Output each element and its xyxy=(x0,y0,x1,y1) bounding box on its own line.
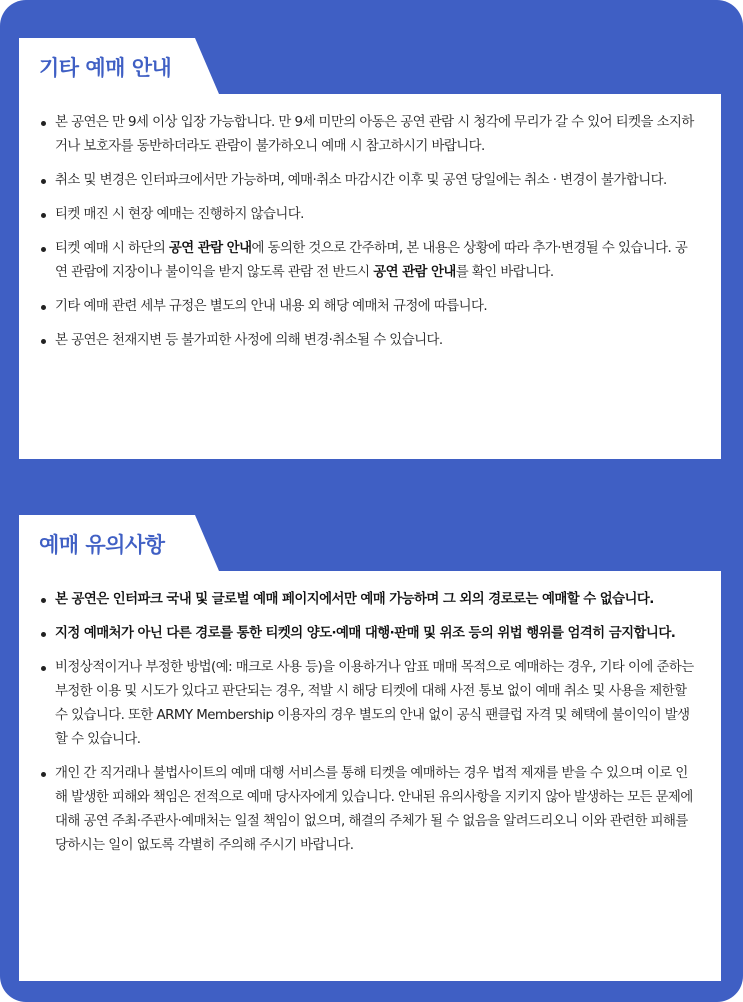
item-text: 비정상적이거나 부정한 방법(예: 매크로 사용 등)을 이용하거나 암표 매매 목적으로 예매하는 경우, 기타 이에 준하는 부정한 이용 및 시도가 있다고 판단되는 경우, 적발 시 해당 티켓에 대해 사전 통보 없이 예매 취소 및 사용을 제한할 수 있습니다. 또한 ARMY Membership 이용자의 경우 별도의 안내 없이 공식 팬클럽 자격 및 혜택에 불이익이 발생할 수 있습니다. xyxy=(55,660,694,747)
item-text: 지정 예매처가 아닌 다른 경로를 통한 티켓의 양도·예매 대행·판매 및 위조 등의 위법 행위를 엄격히 금지합니다. xyxy=(55,626,676,641)
item-text: 본 공연은 인터파크 국내 및 글로벌 예매 페이지에서만 예매 가능하며 그 외의 경로로는 예매할 수 없습니다. xyxy=(55,592,654,607)
list-item xyxy=(41,622,699,646)
bullet-icon xyxy=(41,339,46,344)
notice-list xyxy=(41,111,699,353)
list-item xyxy=(41,762,699,858)
item-text: 본 공연은 천재지변 등 불가피한 사정에 의해 변경·취소될 수 있습니다. xyxy=(55,333,443,348)
item-text: 본 공연은 만 9세 이상 입장 가능합니다. 만 9세 미만의 아동은 공연 관람 시 청각에 무리가 갈 수 있어 티켓을 소지하거나 보호자를 동반하더라도 관람이 불가하오니 예매 시 참고하시기 바랍니다. xyxy=(55,115,694,154)
list-item xyxy=(41,169,699,193)
emphasis-text: 공연 관람 안내 xyxy=(168,241,252,256)
list-item xyxy=(41,656,699,752)
item-text: 개인 간 직거래나 불법사이트의 예매 대행 서비스를 통해 티켓을 예매하는 경우 법적 제재를 받을 수 있으며 이로 인해 발생한 피해와 책임은 전적으로 예매 당사자에게 있습니다. 안내된 유의사항을 지키지 않아 발생하는 모든 문제에 대해 공연 주최·주관사·예매처는 일절 책임이 없으며, 해결의 주체가 될 수 없음을 알려드리오니 이와 관련한 피해를 당하시는 일이 없도록 각별히 주의해 주시기 바랍니다. xyxy=(55,766,693,853)
bullet-icon xyxy=(41,179,46,184)
section-body xyxy=(19,94,721,459)
item-text: 를 확인 바랍니다. xyxy=(455,265,554,280)
bullet-icon xyxy=(41,121,46,126)
bullet-icon xyxy=(41,213,46,218)
bullet-icon xyxy=(41,772,46,777)
booking-caution-section xyxy=(19,515,721,981)
list-item xyxy=(41,329,699,353)
etc-booking-notice-section xyxy=(19,38,721,459)
section-tab xyxy=(19,38,219,94)
section-title: 기타 예매 안내 xyxy=(39,56,172,80)
item-text: 기타 예매 관련 세부 규정은 별도의 안내 내용 외 해당 예매처 규정에 따릅니다. xyxy=(55,299,488,314)
list-item xyxy=(41,237,699,285)
list-item xyxy=(41,203,699,227)
bullet-icon xyxy=(41,247,46,252)
bullet-icon xyxy=(41,305,46,310)
bullet-icon xyxy=(41,666,46,671)
item-text: 에 동의한 것으로 간주하며, 본 내용은 상황에 따라 추가·변경될 수 있습니다. 공연 관람에 지장이나 불이익을 받지 않도록 관람 전 반드시 xyxy=(55,241,688,280)
section-tab xyxy=(19,515,219,571)
bullet-icon xyxy=(41,598,46,603)
section-body xyxy=(19,571,721,981)
emphasis-text: 공연 관람 안내 xyxy=(373,265,456,280)
list-item xyxy=(41,111,699,159)
item-text: 취소 및 변경은 인터파크에서만 가능하며, 예매·취소 마감시간 이후 및 공연 당일에는 취소 · 변경이 불가합니다. xyxy=(55,173,667,188)
section-title: 예매 유의사항 xyxy=(39,533,165,557)
bullet-icon xyxy=(41,632,46,637)
list-item xyxy=(41,588,699,612)
item-text: 티켓 매진 시 현장 예매는 진행하지 않습니다. xyxy=(55,207,304,222)
item-text: 티켓 예매 시 하단의 xyxy=(55,241,169,256)
list-item xyxy=(41,295,699,319)
caution-list xyxy=(41,588,699,858)
